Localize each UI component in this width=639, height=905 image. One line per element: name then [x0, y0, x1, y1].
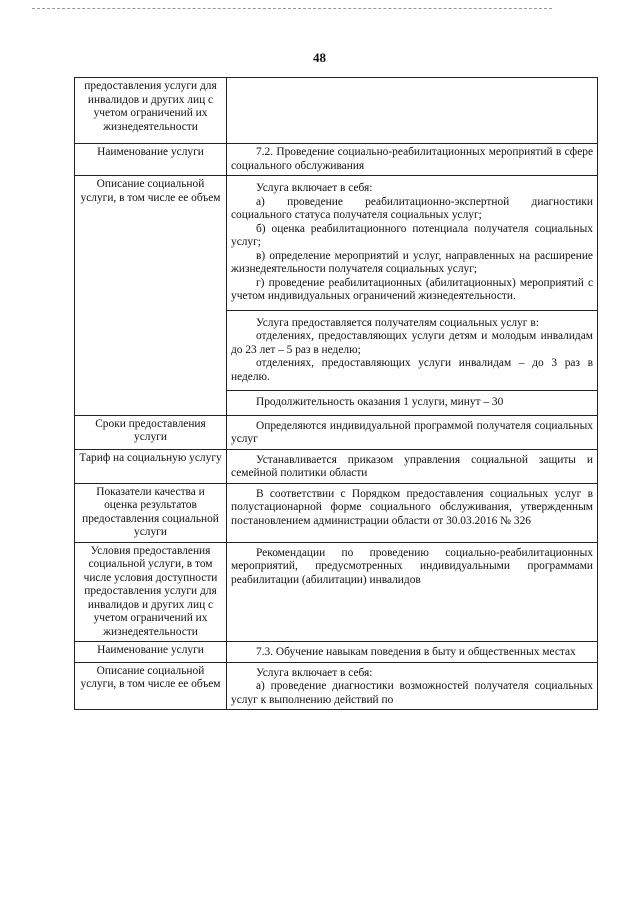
row-label: Описание социальной услуги, в том числе ее объем [75, 662, 227, 710]
row-label: Наименование услуги [75, 144, 227, 176]
table-row [75, 642, 598, 663]
description-block-1 [227, 176, 598, 311]
scan-top-line [32, 8, 552, 10]
table-row [75, 662, 598, 710]
duration-line: Продолжительность оказания 1 услуги, минут – 30 [256, 396, 504, 408]
table-row [75, 542, 598, 642]
quality-text: В соответствии с Порядком предоставления социальных услуг в полустационарной форме социального обслуживания, утвержденным постановлением администрации области от 30.03.2016 № 326 [231, 487, 593, 527]
service-name: 7.3. Обучение навыкам поведения в быту и общественных местах [256, 646, 576, 658]
page-number: 48 [313, 50, 326, 65]
table-row [75, 144, 598, 176]
description-line: Услуга предоставляется получателям социальных услуг в: [256, 316, 539, 329]
conditions-text: Рекомендации по проведению социально-реабилитационных мероприятий, предусмотренных индивидуальными программами реабилитации (абилитации) инвалидов [231, 546, 593, 586]
service-name: 7.2. Проведение социально-реабилитационных мероприятий в сфере социального обслуживания [231, 146, 593, 172]
table-row [75, 415, 598, 449]
description-line: Услуга включает в себя: [256, 182, 373, 194]
row-label: предоставления услуги для инвалидов и других лиц с учетом ограничений их жизнедеятельности [75, 78, 227, 144]
description-line: отделениях, предоставляющих услуги инвалидам – до 3 раз в неделю. [231, 357, 593, 383]
description-line: а) проведение реабилитационно-экспертной диагностики социального статуса получателя социальных услуг; [231, 195, 593, 221]
description-line: отделениях, предоставляющих услуги детям и молодым инвалидам до 23 лет – 5 раз в неделю; [231, 330, 593, 356]
terms-text: Определяются индивидуальной программой получателя социальных услуг [231, 419, 593, 445]
row-label: Тариф на социальную услугу [75, 449, 227, 483]
row-label: Сроки предоставления услуги [75, 415, 227, 449]
table-row [75, 449, 598, 483]
row-label: Наименование услуги [75, 642, 227, 663]
description-line: г) проведение реабилитационных (абилитационных) мероприятий с учетом индивидуальных ограничений жизнедеятельности. [231, 276, 593, 302]
row-label: Условия предоставления социальной услуги, в том числе условия доступности предоставления услуги для инвалидов и других лиц с учетом ограничений их жизнедеятельности [75, 542, 227, 642]
row-label: Показатели качества и оценка результатов предоставления социальной услуги [75, 483, 227, 542]
table-row [75, 176, 598, 311]
description-line: Услуга включает в себя: [256, 666, 373, 679]
services-table [74, 77, 598, 710]
description-block-2 [227, 310, 598, 391]
description-line: в) определение мероприятий и услуг, направленных на расширение жизнедеятельности получателя социальных услуг; [231, 249, 593, 275]
description-line: б) оценка реабилитационного потенциала получателя социальных услуг; [231, 222, 593, 248]
row-value [227, 78, 598, 144]
description-line: а) проведение диагностики возможностей получателя социальных услуг к выполнению действий по [231, 680, 593, 706]
description-block-3 [227, 391, 598, 416]
row-label: Описание социальной услуги, в том числе ее объем [75, 176, 227, 416]
tariff-text: Устанавливается приказом управления социальной защиты и семейной политики области [231, 453, 593, 479]
table-row [75, 78, 598, 144]
table-row [75, 483, 598, 542]
